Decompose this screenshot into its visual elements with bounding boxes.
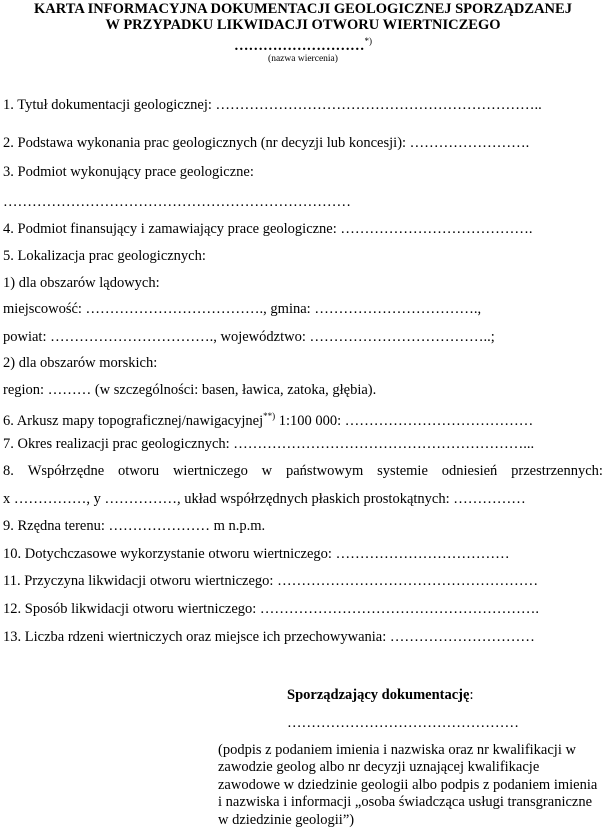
- item-7: 7. Okres realizacji prac geologicznych: ……………………………………………………...: [3, 436, 535, 452]
- item-11: 11. Przyczyna likwidacji otworu wiertniczego: ………………………………………………: [3, 573, 539, 589]
- item-3: 3. Podmiot wykonujący prace geologiczne:: [3, 164, 254, 180]
- item-8-word: 8.: [3, 463, 14, 479]
- item-5-sea: 2) dla obszarów morskich:: [3, 355, 158, 371]
- item-6-scale: 1:100 000: …………………………………: [275, 412, 534, 429]
- item-1: 1. Tytuł dokumentacji geologicznej: …………………………………………………………..: [3, 97, 542, 113]
- title-line-1: KARTA INFORMACYJNA DOKUMENTACJI GEOLOGICZNEJ SPORZĄDZANEJ: [34, 1, 572, 17]
- item-9: 9. Rzędna terenu: ………………… m n.p.m.: [3, 518, 266, 534]
- item-5-land: 1) dla obszarów lądowych:: [3, 275, 160, 291]
- item-6-footnote: **): [263, 411, 276, 421]
- document-title: [0, 1, 606, 33]
- signature-dots: …………………………………………: [287, 715, 519, 731]
- item-8-word: przestrzennych:: [511, 463, 603, 479]
- item-4: 4. Podmiot finansujący i zamawiający prace geologiczne: ………………………………….: [3, 221, 533, 237]
- item-3-dots: ………………………………………………………………: [3, 194, 351, 210]
- item-2: 2. Podstawa wykonania prac geologicznych (nr decyzji lub koncesji): …………………….: [3, 135, 530, 151]
- item-8-word: państwowym: [285, 463, 364, 479]
- item-8-coordinates: x ……………, y ……………, układ współrzędnych płaskich prostokątnych: ……………: [3, 491, 526, 507]
- title-line-2: W PRZYPADKU LIKWIDACJI OTWORU WIERTNICZEGO: [105, 17, 501, 33]
- item-5-region: region: ……… (w szczególności: basen, ławica, zatoka, głębia).: [3, 382, 377, 398]
- item-6-label: 6. Arkusz mapy topograficznej/nawigacyjnej: [3, 412, 264, 429]
- item-6: [3, 407, 533, 430]
- item-8: [3, 462, 603, 480]
- item-8-word: Współrzędne: [27, 463, 105, 479]
- item-13: 13. Liczba rdzeni wiertniczych oraz miejsce ich przechowywania: …………………………: [3, 629, 535, 645]
- signature-heading: [287, 687, 473, 704]
- drilling-name-dots: ………………………: [234, 37, 365, 54]
- item-8-word: wiertniczego: [172, 463, 248, 479]
- item-8-word: odniesień: [441, 463, 498, 479]
- item-5-county: powiat: ……………………………., województwo: ………………………………..;: [3, 329, 495, 345]
- item-5-locality: miejscowość: ………………………………., gmina: …………………………….,: [3, 301, 482, 317]
- item-10: 10. Dotychczasowe wykorzystanie otworu wiertniczego: ………………………………: [3, 546, 510, 562]
- signature-colon: :: [469, 687, 474, 703]
- item-5: 5. Lokalizacja prac geologicznych:: [3, 248, 206, 264]
- item-12: 12. Sposób likwidacji otworu wiertniczego: ………………………………………………….: [3, 601, 540, 617]
- item-8-word: w: [261, 463, 273, 479]
- signature-title: Sporządzający dokumentację: [287, 687, 470, 703]
- signature-caption: (podpis z podaniem imienia i nazwiska oraz nr kwalifikacji w zawodzie geolog albo nr decyzji uznającej kwalifikacje zawodowe w dziedzinie geologii albo podpis z podaniem imienia i nazwiska i informacji „osoba świadcząca usługi transgraniczne w dziedzinie geologii”): [218, 742, 598, 828]
- item-8-word: systemie: [377, 463, 428, 479]
- footnote-marker: *): [364, 36, 372, 46]
- drilling-name-field: [0, 36, 606, 55]
- drilling-name-caption: (nazwa wiercenia): [268, 54, 338, 64]
- item-8-word: otworu: [118, 463, 160, 479]
